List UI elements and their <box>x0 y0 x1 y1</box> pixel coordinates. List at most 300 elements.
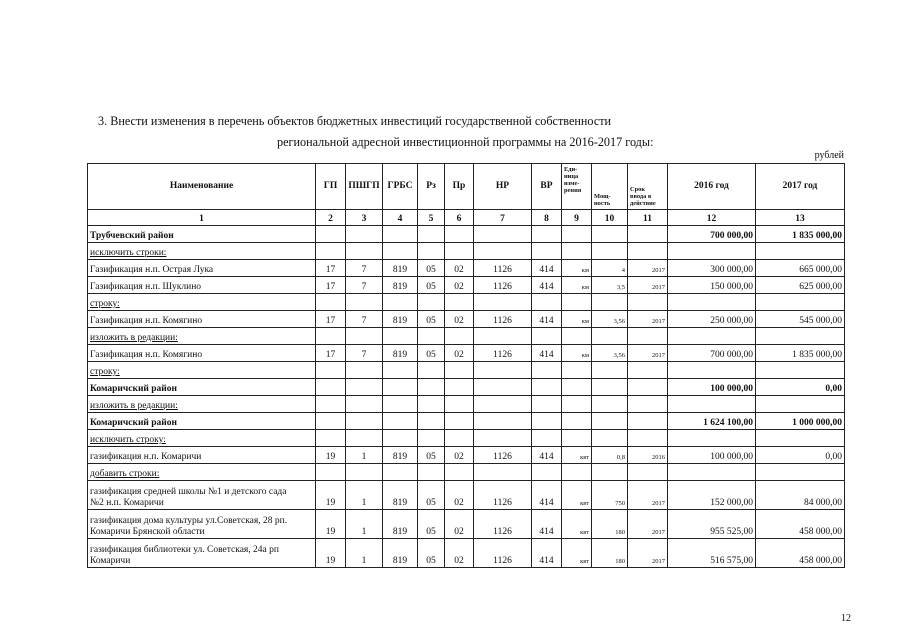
cell-power: 180 <box>592 510 628 539</box>
cell-rz <box>418 243 445 260</box>
table-row <box>88 379 845 396</box>
cell-pr <box>445 379 474 396</box>
column-number-cell: 10 <box>592 210 628 226</box>
cell-vr <box>532 294 562 311</box>
cell-vr <box>532 396 562 413</box>
cell-y2016 <box>668 396 756 413</box>
cell-unit <box>562 413 592 430</box>
cell-nr: 1126 <box>474 539 532 568</box>
cell-y2016 <box>668 362 756 379</box>
cell-y2017: 1 835 000,00 <box>756 226 845 243</box>
cell-vr <box>532 243 562 260</box>
cell-y2016: 955 525,00 <box>668 510 756 539</box>
table-row <box>88 447 845 464</box>
cell-gp <box>316 379 346 396</box>
cell-rz <box>418 226 445 243</box>
column-number-cell: 3 <box>346 210 383 226</box>
cell-gp: 19 <box>316 510 346 539</box>
table-row <box>88 362 845 379</box>
cell-y2016: 700 000,00 <box>668 226 756 243</box>
table-row <box>88 226 845 243</box>
cell-vr <box>532 379 562 396</box>
row-name-cell <box>88 396 316 413</box>
cell-unit: квт <box>562 447 592 464</box>
cell-grbs: 819 <box>383 311 418 328</box>
cell-pr: 02 <box>445 277 474 294</box>
table-row <box>88 481 845 510</box>
cell-y2017: 665 000,00 <box>756 260 845 277</box>
cell-y2017: 84 000,00 <box>756 481 845 510</box>
cell-deadline <box>628 430 668 447</box>
cell-nr: 1126 <box>474 481 532 510</box>
cell-rz: 05 <box>418 311 445 328</box>
cell-gp <box>316 464 346 481</box>
row-name-cell <box>88 311 316 328</box>
table-body <box>88 226 845 568</box>
cell-grbs <box>383 396 418 413</box>
row-name: строку: <box>90 367 120 377</box>
cell-pgp: 1 <box>346 510 383 539</box>
cell-grbs <box>383 328 418 345</box>
cell-power <box>592 226 628 243</box>
cell-rz <box>418 430 445 447</box>
table-row <box>88 294 845 311</box>
cell-rz <box>418 294 445 311</box>
table-row <box>88 464 845 481</box>
cell-nr <box>474 430 532 447</box>
cell-deadline: 2017 <box>628 277 668 294</box>
row-name: газификация средней школы №1 и детского сада <box>90 487 287 497</box>
cell-grbs: 819 <box>383 260 418 277</box>
col-header-vr: ВР <box>532 164 562 210</box>
cell-deadline <box>628 396 668 413</box>
row-name-cell <box>88 260 316 277</box>
cell-deadline <box>628 362 668 379</box>
cell-pgp <box>346 413 383 430</box>
cell-deadline <box>628 243 668 260</box>
cell-pgp: 1 <box>346 481 383 510</box>
cell-pr: 02 <box>445 447 474 464</box>
cell-rz: 05 <box>418 277 445 294</box>
cell-pgp <box>346 294 383 311</box>
cell-y2016: 1 624 100,00 <box>668 413 756 430</box>
cell-unit <box>562 379 592 396</box>
cell-pr <box>445 396 474 413</box>
cell-pgp <box>346 243 383 260</box>
cell-deadline: 2017 <box>628 345 668 362</box>
cell-rz: 05 <box>418 447 445 464</box>
cell-deadline <box>628 294 668 311</box>
column-number-cell: 1 <box>88 210 316 226</box>
cell-vr: 414 <box>532 311 562 328</box>
column-number-cell: 7 <box>474 210 532 226</box>
cell-grbs <box>383 294 418 311</box>
cell-rz <box>418 362 445 379</box>
row-name-cell <box>88 328 316 345</box>
cell-nr: 1126 <box>474 510 532 539</box>
cell-nr <box>474 464 532 481</box>
col-header-unit: Еди- ница изме- рения <box>562 164 592 210</box>
row-name-cell <box>88 447 316 464</box>
col-header-grbs: ГРБС <box>383 164 418 210</box>
cell-rz: 05 <box>418 539 445 568</box>
row-name: изложить в редакции: <box>90 401 178 411</box>
cell-y2017 <box>756 396 845 413</box>
row-name: Газификация н.п. Комягино <box>90 316 203 326</box>
cell-pr <box>445 413 474 430</box>
table-row <box>88 260 845 277</box>
cell-vr: 414 <box>532 481 562 510</box>
row-name: газификация дома культуры ул.Советская, 28 рп. <box>90 516 288 526</box>
table-row <box>88 243 845 260</box>
row-name: исключить строки: <box>90 248 167 258</box>
row-name: газификация н.п. Комаричи <box>90 452 202 462</box>
cell-unit <box>562 362 592 379</box>
cell-pr <box>445 362 474 379</box>
row-name-cell <box>88 481 316 510</box>
cell-power <box>592 362 628 379</box>
row-name: добавить строки: <box>90 469 160 479</box>
cell-rz <box>418 413 445 430</box>
cell-gp: 19 <box>316 481 346 510</box>
cell-gp <box>316 226 346 243</box>
row-name: Трубчевский район <box>90 231 174 241</box>
row-name-cell <box>88 277 316 294</box>
row-name: строку: <box>90 299 120 309</box>
cell-pr <box>445 243 474 260</box>
cell-rz <box>418 379 445 396</box>
table-row <box>88 539 845 568</box>
col-header-gp: ГП <box>316 164 346 210</box>
cell-rz: 05 <box>418 260 445 277</box>
cell-grbs: 819 <box>383 345 418 362</box>
document-heading-line-2: региональной адресной инвестиционной программы на 2016-2017 годы: <box>277 135 654 149</box>
cell-nr: 1126 <box>474 277 532 294</box>
cell-gp <box>316 413 346 430</box>
cell-power: 0,8 <box>592 447 628 464</box>
cell-vr <box>532 328 562 345</box>
cell-y2017 <box>756 362 845 379</box>
cell-power <box>592 328 628 345</box>
row-name-cell <box>88 539 316 568</box>
cell-nr <box>474 294 532 311</box>
cell-power: 4 <box>592 260 628 277</box>
table-row <box>88 277 845 294</box>
cell-y2017: 1 835 000,00 <box>756 345 845 362</box>
column-number-cell: 9 <box>562 210 592 226</box>
cell-power <box>592 396 628 413</box>
col-header-pr: Пр <box>445 164 474 210</box>
cell-grbs: 819 <box>383 277 418 294</box>
cell-pgp: 1 <box>346 447 383 464</box>
table-row <box>88 430 845 447</box>
cell-gp: 17 <box>316 277 346 294</box>
table-header-row <box>88 164 845 210</box>
cell-y2016: 516 575,00 <box>668 539 756 568</box>
column-number-cell: 8 <box>532 210 562 226</box>
cell-nr <box>474 379 532 396</box>
cell-unit: км <box>562 277 592 294</box>
row-name-continued: №2 н.п. Комаричи <box>90 498 164 508</box>
cell-vr <box>532 464 562 481</box>
cell-pgp: 7 <box>346 260 383 277</box>
cell-nr <box>474 226 532 243</box>
cell-unit <box>562 396 592 413</box>
cell-grbs: 819 <box>383 481 418 510</box>
cell-power: 180 <box>592 539 628 568</box>
cell-rz <box>418 328 445 345</box>
cell-grbs <box>383 226 418 243</box>
cell-nr <box>474 413 532 430</box>
table-row <box>88 328 845 345</box>
cell-vr <box>532 226 562 243</box>
cell-y2016: 100 000,00 <box>668 447 756 464</box>
cell-vr <box>532 430 562 447</box>
cell-y2017: 625 000,00 <box>756 277 845 294</box>
cell-power: 750 <box>592 481 628 510</box>
cell-vr <box>532 362 562 379</box>
cell-deadline: 2017 <box>628 481 668 510</box>
column-number-cell: 13 <box>756 210 845 226</box>
table-row <box>88 510 845 539</box>
cell-vr: 414 <box>532 447 562 464</box>
cell-pr: 02 <box>445 539 474 568</box>
cell-rz: 05 <box>418 510 445 539</box>
cell-unit <box>562 226 592 243</box>
row-name-cell <box>88 362 316 379</box>
row-name-cell <box>88 379 316 396</box>
cell-unit: км <box>562 345 592 362</box>
cell-grbs <box>383 430 418 447</box>
cell-power <box>592 243 628 260</box>
cell-vr: 414 <box>532 510 562 539</box>
cell-gp <box>316 430 346 447</box>
table-row <box>88 311 845 328</box>
cell-grbs <box>383 379 418 396</box>
cell-pr: 02 <box>445 481 474 510</box>
row-name-cell <box>88 464 316 481</box>
cell-nr <box>474 328 532 345</box>
column-number-cell: 4 <box>383 210 418 226</box>
cell-vr <box>532 413 562 430</box>
cell-y2016 <box>668 294 756 311</box>
cell-vr: 414 <box>532 260 562 277</box>
row-name-cell <box>88 345 316 362</box>
cell-unit <box>562 294 592 311</box>
row-name: Газификация н.п. Комягино <box>90 350 203 360</box>
cell-power: 3,56 <box>592 345 628 362</box>
cell-power <box>592 379 628 396</box>
cell-gp: 17 <box>316 311 346 328</box>
column-number-cell: 2 <box>316 210 346 226</box>
cell-y2016: 150 000,00 <box>668 277 756 294</box>
cell-vr: 414 <box>532 277 562 294</box>
cell-deadline <box>628 328 668 345</box>
cell-y2017 <box>756 294 845 311</box>
column-number-row <box>88 210 845 226</box>
cell-pgp <box>346 328 383 345</box>
cell-pgp <box>346 379 383 396</box>
cell-pgp <box>346 464 383 481</box>
cell-y2017: 458 000,00 <box>756 510 845 539</box>
cell-pgp <box>346 396 383 413</box>
cell-y2016: 152 000,00 <box>668 481 756 510</box>
cell-pr <box>445 430 474 447</box>
cell-gp <box>316 396 346 413</box>
cell-y2016 <box>668 430 756 447</box>
cell-power <box>592 413 628 430</box>
col-header-nr: НР <box>474 164 532 210</box>
table-row <box>88 413 845 430</box>
cell-y2016 <box>668 243 756 260</box>
row-name-cell <box>88 226 316 243</box>
cell-rz <box>418 396 445 413</box>
cell-y2017: 0,00 <box>756 379 845 396</box>
cell-y2017: 1 000 000,00 <box>756 413 845 430</box>
row-name-cell <box>88 430 316 447</box>
cell-unit <box>562 464 592 481</box>
cell-deadline: 2017 <box>628 539 668 568</box>
col-header-deadline: Срок ввода в действие <box>628 164 668 210</box>
cell-gp <box>316 328 346 345</box>
column-number-cell: 11 <box>628 210 668 226</box>
col-header-2017: 2017 год <box>756 164 845 210</box>
cell-deadline <box>628 464 668 481</box>
cell-gp <box>316 294 346 311</box>
page-number: 12 <box>841 613 851 624</box>
cell-unit <box>562 430 592 447</box>
row-name-continued: Комаричи Брянской области <box>90 527 205 537</box>
cell-pr <box>445 464 474 481</box>
cell-unit: квт <box>562 510 592 539</box>
row-name: газификация библиотеки ул. Советская, 24а рп <box>90 545 279 555</box>
column-number-cell: 6 <box>445 210 474 226</box>
cell-y2017: 458 000,00 <box>756 539 845 568</box>
cell-y2017 <box>756 430 845 447</box>
cell-gp: 19 <box>316 539 346 568</box>
col-header-rz: Рз <box>418 164 445 210</box>
cell-y2017 <box>756 328 845 345</box>
row-name: Газификация н.п. Острая Лука <box>90 265 214 275</box>
cell-rz: 05 <box>418 345 445 362</box>
cell-pr: 02 <box>445 260 474 277</box>
cell-pr: 02 <box>445 510 474 539</box>
cell-power <box>592 294 628 311</box>
cell-deadline: 2017 <box>628 311 668 328</box>
col-header-name: Наименование <box>88 164 316 210</box>
currency-note: рублей <box>814 150 844 161</box>
cell-unit <box>562 328 592 345</box>
cell-y2017: 0,00 <box>756 447 845 464</box>
row-name: исключить строку: <box>90 435 166 445</box>
cell-power <box>592 430 628 447</box>
column-number-cell: 5 <box>418 210 445 226</box>
cell-unit <box>562 243 592 260</box>
cell-vr: 414 <box>532 539 562 568</box>
table-row <box>88 345 845 362</box>
document-heading-line-1: 3. Внести изменения в перечень объектов бюджетных инвестиций государственной собственности <box>98 114 612 128</box>
cell-deadline: 2017 <box>628 510 668 539</box>
col-header-pgp: ПШГП <box>346 164 383 210</box>
cell-unit: квт <box>562 539 592 568</box>
cell-deadline: 2016 <box>628 447 668 464</box>
cell-nr: 1126 <box>474 311 532 328</box>
row-name-cell <box>88 510 316 539</box>
cell-y2016: 100 000,00 <box>668 379 756 396</box>
cell-pgp <box>346 430 383 447</box>
cell-gp <box>316 362 346 379</box>
cell-gp: 17 <box>316 260 346 277</box>
cell-grbs: 819 <box>383 510 418 539</box>
cell-y2016: 250 000,00 <box>668 311 756 328</box>
cell-y2016: 300 000,00 <box>668 260 756 277</box>
cell-pr <box>445 328 474 345</box>
cell-deadline <box>628 413 668 430</box>
cell-pgp <box>346 362 383 379</box>
investment-table <box>87 163 845 568</box>
cell-pgp: 7 <box>346 311 383 328</box>
cell-pgp: 7 <box>346 345 383 362</box>
cell-gp <box>316 243 346 260</box>
cell-grbs <box>383 243 418 260</box>
cell-vr: 414 <box>532 345 562 362</box>
cell-y2017 <box>756 464 845 481</box>
cell-y2016 <box>668 328 756 345</box>
cell-deadline <box>628 226 668 243</box>
cell-rz: 05 <box>418 481 445 510</box>
col-header-2016: 2016 год <box>668 164 756 210</box>
cell-nr <box>474 362 532 379</box>
cell-deadline: 2017 <box>628 260 668 277</box>
cell-pgp: 1 <box>346 539 383 568</box>
cell-pr: 02 <box>445 345 474 362</box>
row-name: Газификация н.п. Шуклино <box>90 282 202 292</box>
cell-power: 3,5 <box>592 277 628 294</box>
row-name-cell <box>88 413 316 430</box>
cell-unit: км <box>562 311 592 328</box>
cell-rz <box>418 464 445 481</box>
col-header-power: Мощ- ность <box>592 164 628 210</box>
cell-power <box>592 464 628 481</box>
cell-unit: км <box>562 260 592 277</box>
cell-nr: 1126 <box>474 447 532 464</box>
cell-pr <box>445 226 474 243</box>
row-name: Комаричский район <box>90 418 177 428</box>
cell-pgp <box>346 226 383 243</box>
cell-power: 3,56 <box>592 311 628 328</box>
cell-gp: 19 <box>316 447 346 464</box>
cell-y2016 <box>668 464 756 481</box>
row-name-cell <box>88 294 316 311</box>
cell-gp: 17 <box>316 345 346 362</box>
cell-grbs: 819 <box>383 539 418 568</box>
cell-grbs <box>383 464 418 481</box>
cell-pr <box>445 294 474 311</box>
cell-deadline <box>628 379 668 396</box>
table-row <box>88 396 845 413</box>
cell-unit: квт <box>562 481 592 510</box>
row-name-continued: Комаричи <box>90 556 131 566</box>
cell-nr: 1126 <box>474 345 532 362</box>
cell-grbs <box>383 362 418 379</box>
cell-nr: 1126 <box>474 260 532 277</box>
cell-pgp: 7 <box>346 277 383 294</box>
row-name: изложить в редакции: <box>90 333 178 343</box>
cell-grbs: 819 <box>383 447 418 464</box>
cell-nr <box>474 396 532 413</box>
cell-y2017 <box>756 243 845 260</box>
cell-nr <box>474 243 532 260</box>
